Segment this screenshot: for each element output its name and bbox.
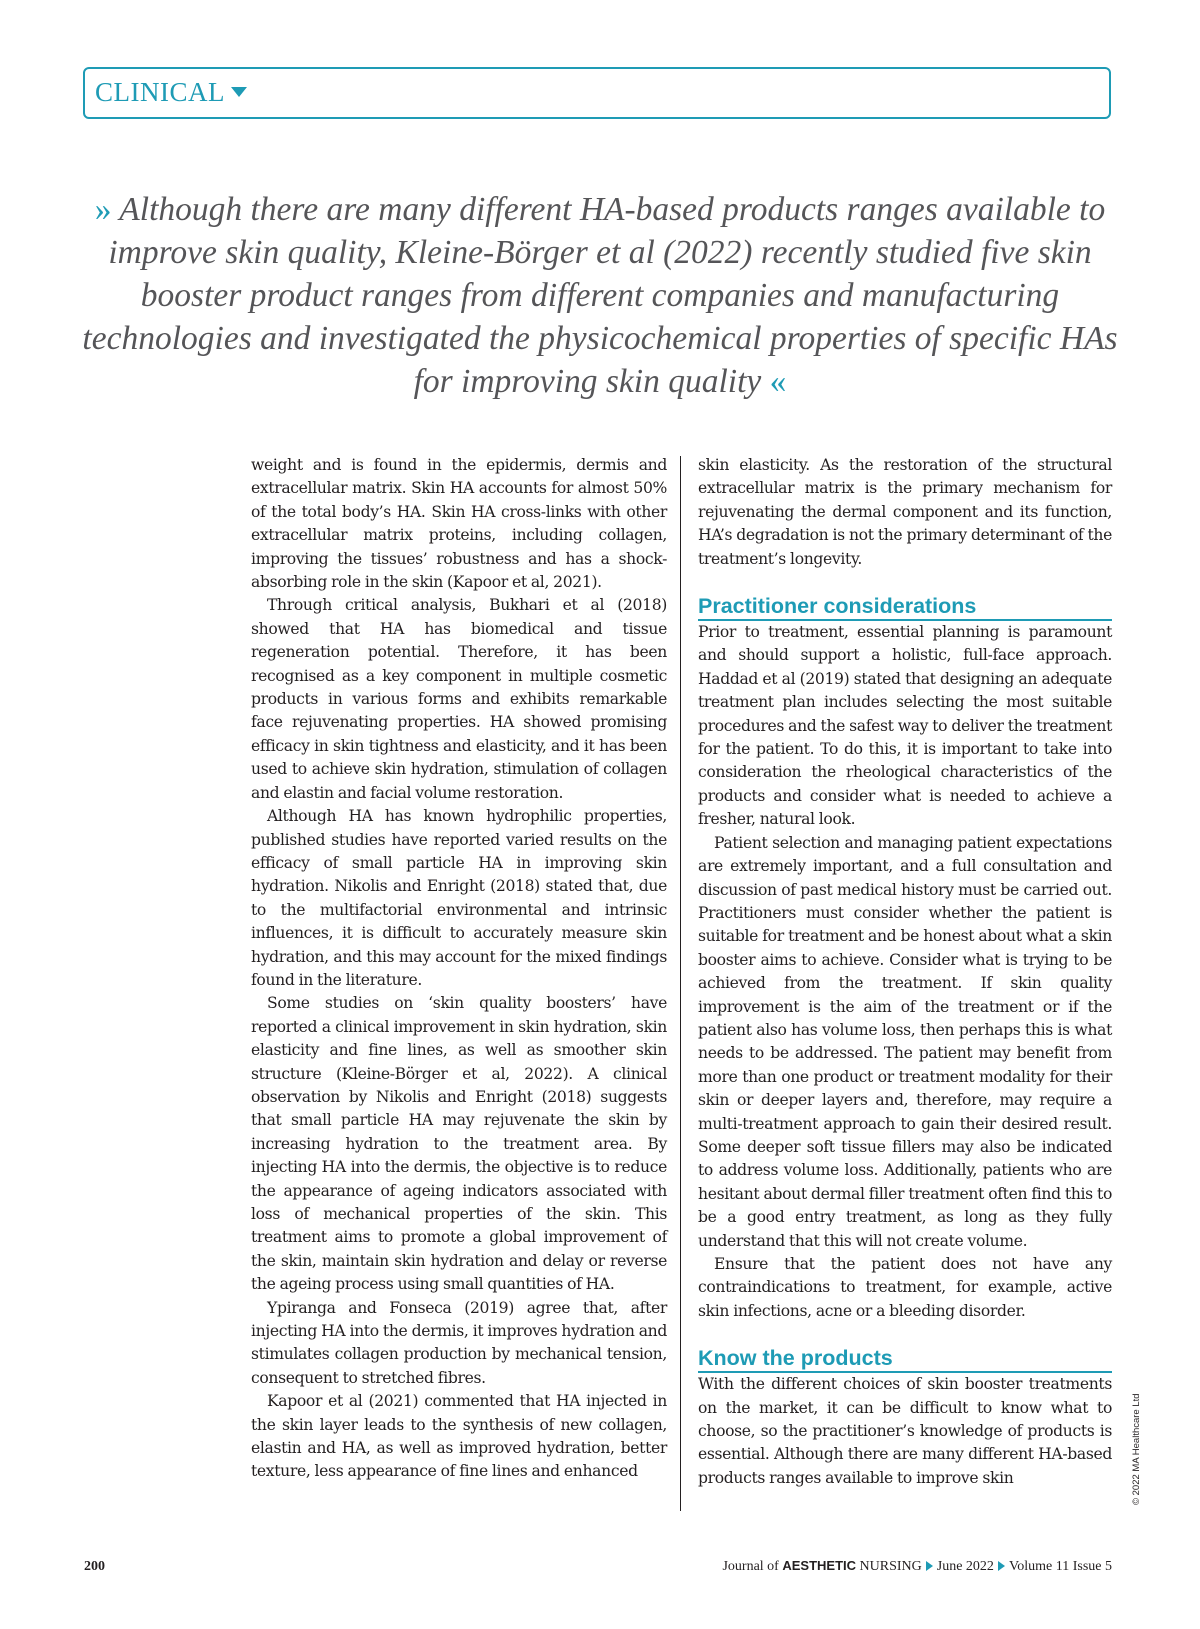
section-label: CLINICAL — [95, 77, 225, 107]
triangle-right-icon — [926, 1561, 933, 1571]
body-paragraph: Patient selection and managing patient expectations are extremely important, and a full consultation and discussion of past medical history must be carried out. Practitioners must consider whether the patient is suitable for treatment and be honest about what a skin booster aims to achieve. Consider what is trying to be achieved from the treatment. If skin quality improvement is the aim of the treatment or if the patient also has volume loss, then perhaps this is what needs to be addressed. The patient may benefit from more than one product or treatment modality for their skin or deeper layers and, therefore, may require a multi-treatment approach to gain their desired result. Some deeper soft tissue fillers may also be indicated to address volume loss. Additionally, patients who are hesitant about dermal filler treatment often find this to be a good entry treatment, as long as they fully understand that this will not create volume. — [698, 833, 1112, 1250]
quote-open-mark: » — [94, 191, 112, 228]
body-paragraph: Kapoor et al (2021) commented that HA injected in the skin layer leads to the synthesis of new collagen, elastin and HA, as well as improved hydration, better texture, less appearance of fine lines and enhanced — [251, 1392, 667, 1481]
section-header-box — [83, 67, 1111, 119]
body-paragraph: Although HA has known hydrophilic properties, published studies have reported varied results on the efficacy of small particle HA in improving skin hydration. Nikolis and Enright (2018) stated that, due to the multifactorial environmental and intrinsic influences, it is difficult to accurately measure skin hydration, and this may account for the mixed findings found in the literature. — [251, 807, 667, 989]
volume-issue: Volume 11 Issue 5 — [1008, 1559, 1112, 1574]
body-paragraph: skin elasticity. As the restoration of the structural extracellular matrix is the primary mechanism for rejuvenating the dermal component and its function, HA’s degradation is not the primary determinant of the treatment’s longevity. — [698, 456, 1112, 568]
section-heading-practitioner-considerations: Practitioner considerations — [698, 593, 1112, 621]
right-column — [698, 454, 1112, 1490]
journal-suffix: NURSING — [859, 1559, 922, 1574]
section-heading-know-the-products: Know the products — [698, 1345, 1112, 1373]
issue-date: June 2022 — [936, 1559, 994, 1574]
left-column — [251, 454, 667, 1484]
triangle-right-icon — [998, 1561, 1005, 1571]
pull-quote-text: Although there are many different HA-based products ranges available to improve skin quality, Kleine-Börger et al (2022) recently studied five skin booster product ranges from different companies and manufacturing technologies and investigated the physicochemical properties of specific HAs for improving skin quality — [82, 191, 1118, 400]
copyright-notice: © 2022 MA Healthcare Ltd — [1131, 1393, 1142, 1505]
body-paragraph: Some studies on ‘skin quality boosters’ have reported a clinical improvement in skin hydration, skin elasticity and fine lines, as well as smoother skin structure (Kleine-Börger et al, 2022). A clinical observation by Nikolis and Enright (2018) suggests that small particle HA may rejuvenate the skin by increasing hydration to the treatment area. By injecting HA into the dermis, the objective is to reduce the appearance of ageing indicators associated with loss of mechanical properties of the skin. This treatment aims to promote a global improvement of the skin, maintain skin hydration and delay or reverse the ageing process using small quantities of HA. — [251, 994, 667, 1294]
body-paragraph: Prior to treatment, essential planning is paramount and should support a holistic, full-face approach. Haddad et al (2019) stated that designing an adequate treatment plan includes selecting the most suitable procedures and the safest way to deliver the treatment for the patient. To do this, it is important to take into consideration the rheological characteristics of the products and consider what is needed to achieve a fresher, natural look. — [698, 623, 1112, 829]
journal-prefix: Journal of — [722, 1559, 779, 1574]
body-paragraph: With the different choices of skin booster treatments on the market, it can be difficult to know what to choose, so the practitioner’s knowledge of products is essential. Although there are many different HA-based products ranges available to improve skin — [698, 1375, 1112, 1487]
pull-quote — [70, 188, 1130, 403]
body-paragraph: weight and is found in the epidermis, dermis and extracellular matrix. Skin HA accounts for almost 50% of the total body’s HA. Skin HA cross-links with other extracellular matrix proteins, including collagen, improving the tissues’ robustness and has a shock-absorbing role in the skin (Kapoor et al, 2021). — [251, 456, 667, 592]
body-paragraph: Through critical analysis, Bukhari et al (2018) showed that HA has biomedical and tissue regeneration potential. Therefore, it has been recognised as a key component in multiple cosmetic products in various forms and exhibits remarkable face rejuvenating properties. HA showed promising efficacy in skin tightness and elasticity, and it has been used to achieve skin hydration, stimulation of collagen and elastin and facial volume restoration. — [251, 596, 667, 802]
journal-footer — [722, 1558, 1112, 1575]
journal-brand: AESTHETIC — [782, 1558, 857, 1573]
column-divider — [680, 456, 681, 1511]
quote-close-mark: « — [769, 363, 787, 400]
section-tag — [95, 77, 247, 108]
triangle-down-icon — [231, 87, 247, 97]
body-paragraph: Ensure that the patient does not have any contraindications to treatment, for example, active skin infections, acne or a bleeding disorder. — [698, 1255, 1112, 1320]
body-paragraph: Ypiranga and Fonseca (2019) agree that, after injecting HA into the dermis, it improves hydration and stimulates collagen production by mechanical tension, consequent to stretched fibres. — [251, 1298, 667, 1387]
page-number: 200 — [84, 1559, 105, 1574]
